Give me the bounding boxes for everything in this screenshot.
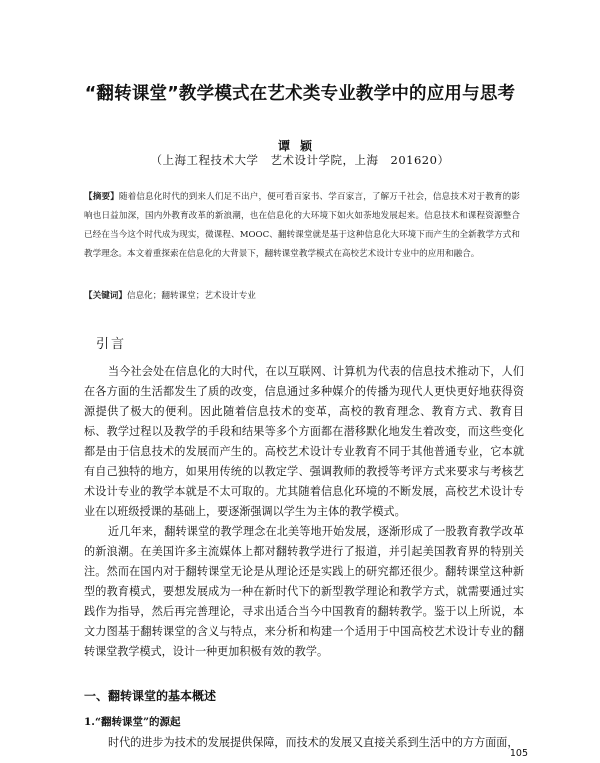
page-number: 105 — [509, 748, 528, 759]
abstract — [84, 188, 520, 264]
paper-title: “翻转课堂”教学模式在艺术类专业教学中的应用与思考 — [84, 84, 516, 104]
subsection-heading: 1.“翻转课堂”的源起 — [84, 716, 181, 728]
paragraph: 时代的进步为技术的发展提供保障，而技术的发展又直接关系到生活中的方方面面， — [108, 736, 519, 749]
keywords-text: 信息化；翻转课堂；艺术设计专业 — [126, 291, 256, 301]
abstract-text: 随着信息化时代的到来人们足不出户，便可看百家书、学百家言，了解万千社会，信息技术对于教育的影响也日益加深，国内外教育改革的新浪潮，也在信息化的大环境下如火如荼地发展起来。信息技术和课程资源整合已经在当今这个时代成为现实，微课程、MOOC、翻转课堂就是基于这种信息化大环境下而产生的全新教学方式和教学理念。本文着重探索在信息化的大背景下，翻转课堂教学模式在高校艺术设计专业中的应用和融合。 — [84, 192, 520, 259]
keywords-label: 【关键词】 — [84, 291, 127, 301]
section-heading: 一、翻转课堂的基本概述 — [84, 689, 217, 703]
abstract-label: 【摘要】 — [84, 192, 119, 202]
paragraph: 当今社会处在信息化的大时代，在以互联网、计算机为代表的信息技术推动下，人们在各方面的生活都发生了质的改变，信息通过多种媒介的传播为现代人更快更好地获得资源提供了极大的便利。因此随着信息技术的变革，高校的教育理念、教育方式、教育目标、教学过程以及教学的手段和结果等多个方面都在潜移默化地发生着改变，而这些变化都是由于信息技术的发展而产生的。高校艺术设计专业教育不同于其他普通专业，它本就有自己独特的地方，如果用传统的以教定学、强调教师的教授等考评方式来要求与考核艺术设计专业的教学本就是不太可取的。尤其随着信息化环境的不断发展，高校艺术设计专业在以班级授课的基础上，要逐渐强调以学生为主体的教学模式。 — [84, 365, 524, 518]
body-text — [84, 362, 524, 662]
keywords — [84, 287, 520, 306]
intro-heading: 引言 — [96, 337, 127, 352]
author-name: 谭颖 — [277, 139, 322, 153]
paragraph: 近几年来，翻转课堂的教学理念在北美等地开始发展，逐渐形成了一股教育教学改革的新浪潮。在美国许多主流媒体上都对翻转教学进行了报道，并引起美国教育界的特别关注。然而在国内对于翻转课堂无论是从理论还是实践上的研究都还很少。翻转课堂这种新型的教育模式，要想发展成为一种在新时代下的新型教学理论和教学方式，就需要通过实践作为指导，然后再完善理论，寻求出适合当今中国教育的翻转教学。鉴于以上所说，本文力图基于翻转课堂的含义与特点，来分析和构建一个适用于中国高校艺术设计专业的翻转课堂教学模式，设计一种更加积极有效的教学。 — [84, 525, 524, 658]
author-affiliation: （上海工程技术大学 艺术设计学院，上海 201620） — [150, 153, 450, 167]
